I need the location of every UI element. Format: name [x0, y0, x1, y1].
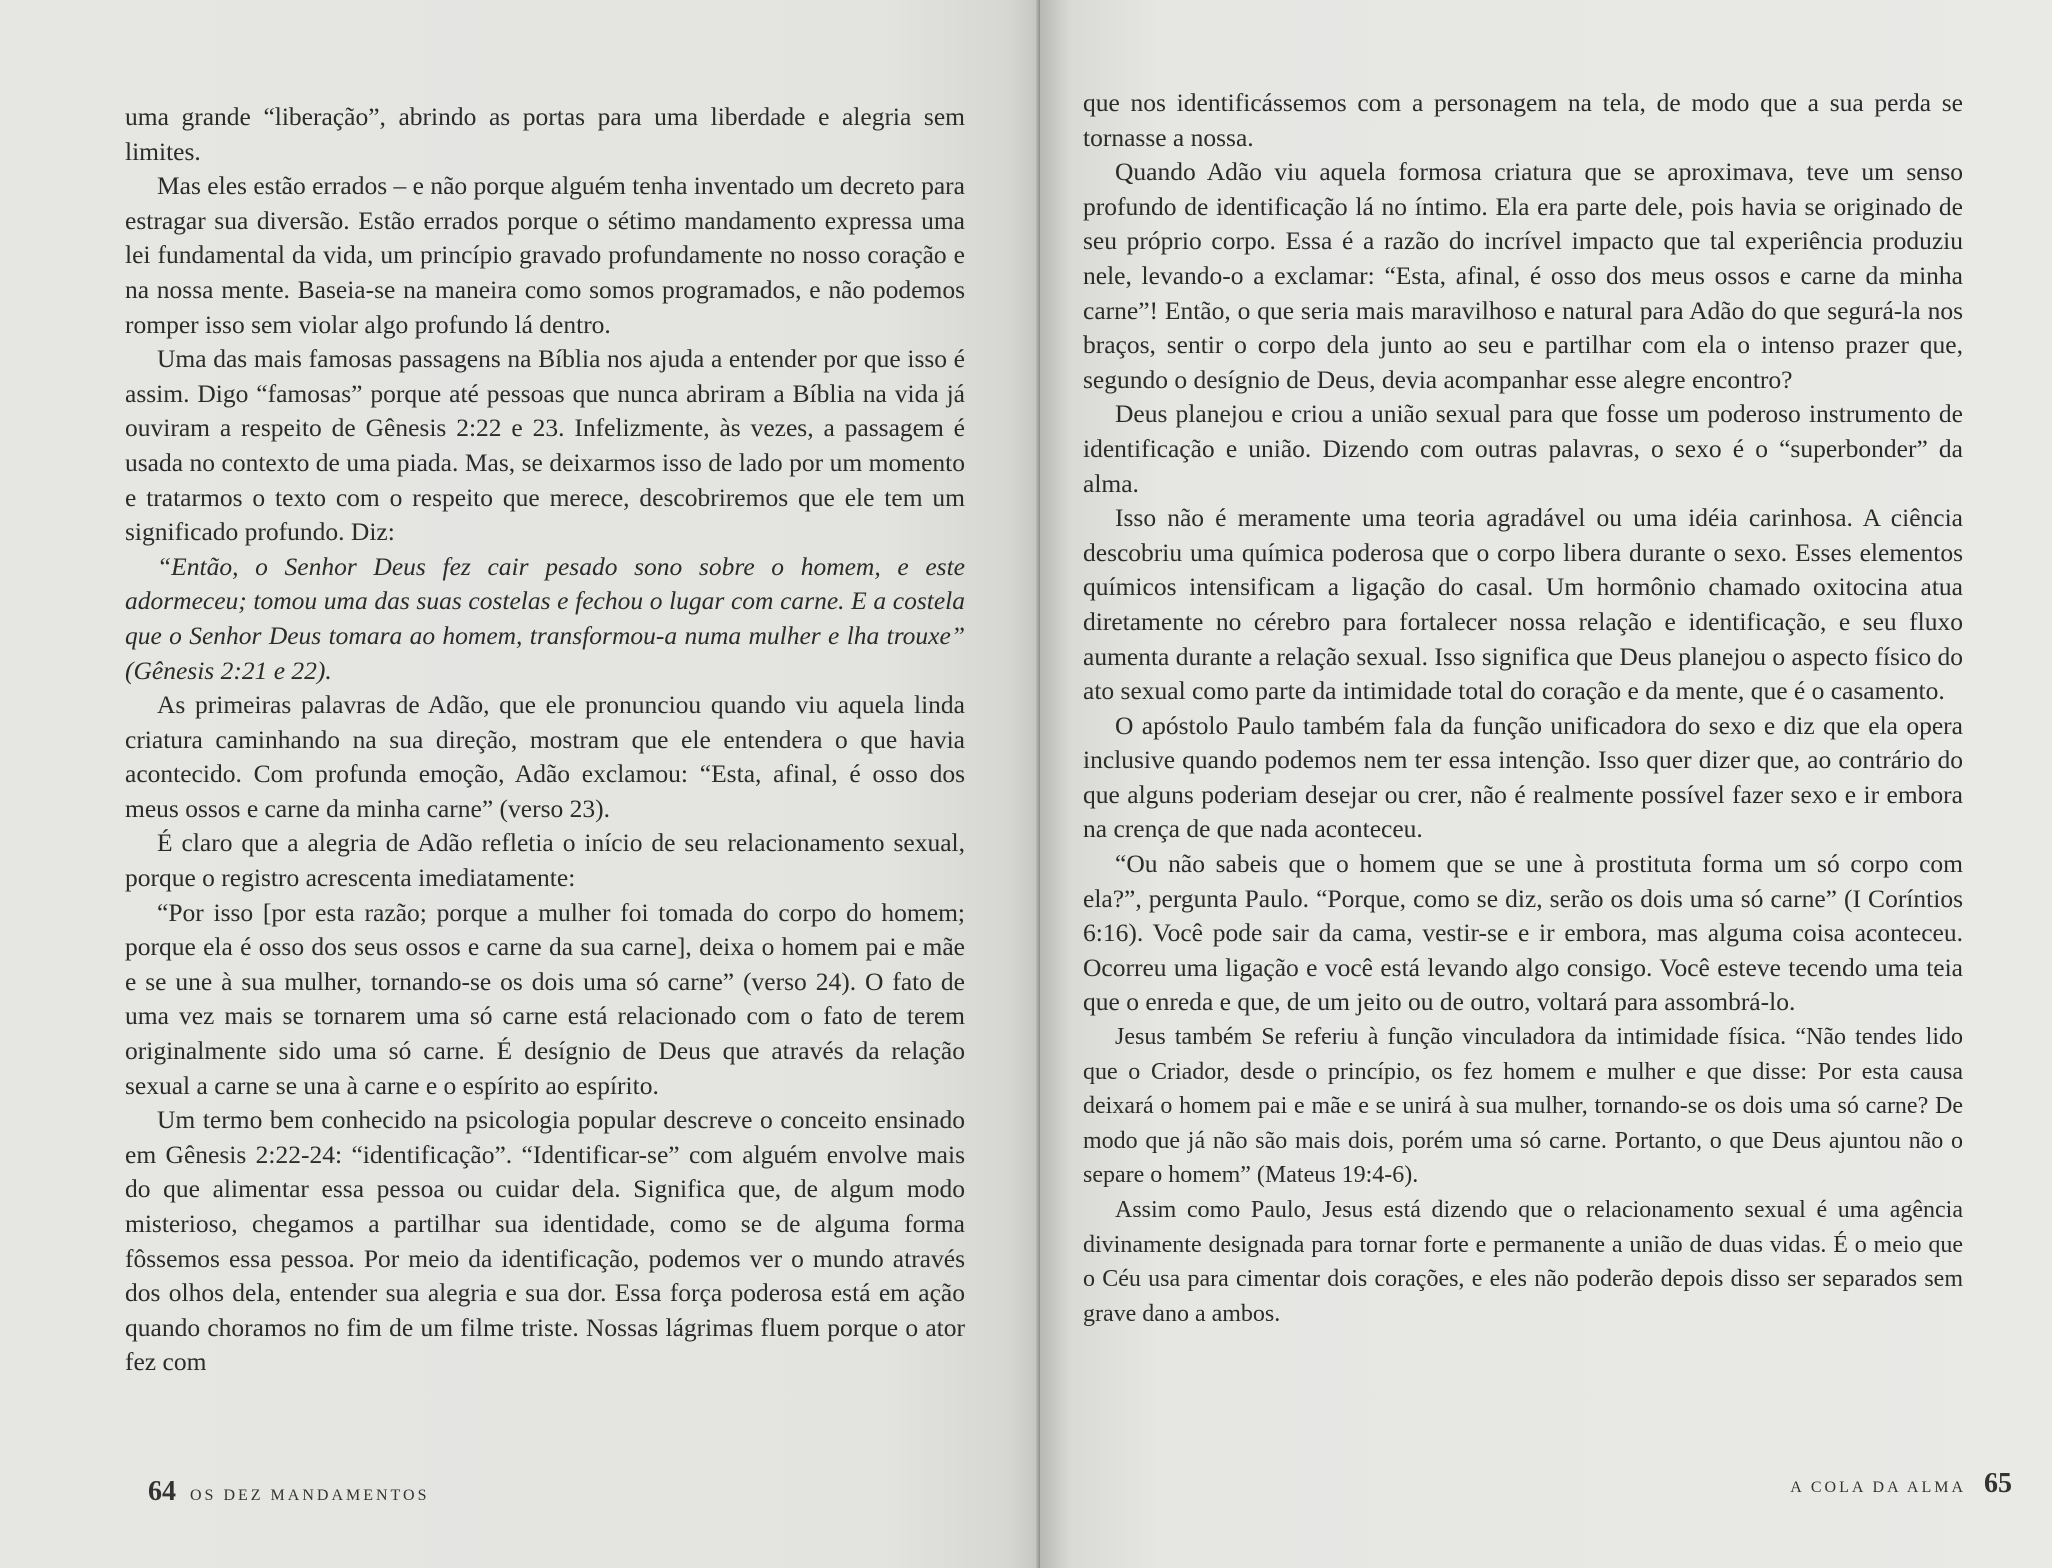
bible-quote: “Então, o Senhor Deus fez cair pesado sono sobre o homem, e este adormeceu; tomou uma das suas costelas e fechou o lugar com carne. E a costela que o Senhor Deus tomara ao homem, transformou-a numa mulher e lha trouxe” (Gênesis 2:21 e 22).: [125, 551, 965, 685]
running-title: A COLA DA ALMA: [1790, 1479, 1966, 1496]
right-page-footer: [1790, 1468, 2012, 1500]
left-page-text: [125, 100, 965, 1380]
paragraph: Jesus também Se referiu à função vinculadora da intimidade física. “Não tendes lido que o Criador, desde o princípio, os fez homem e mulher e que disse: Por esta causa deixará o homem pai e mãe e se unirá à sua mulher, tornando-se os dois uma só carne? De modo que já não são mais dois, porém uma só carne. Portanto, o que Deus ajuntou não o separe o homem” (Mateus 19:4-6).: [1083, 1024, 1963, 1189]
paragraph: Isso não é meramente uma teoria agradável ou uma idéia carinhosa. A ciência descobriu uma química poderosa que o corpo libera durante o sexo. Esses elementos químicos intensificam a ligação do casal. Um hormônio chamado oxitocina atua diretamente no cérebro para fortalecer nossa relação e identificação, e seu fluxo aumenta durante a relação sexual. Isso significa que Deus planejou o aspecto físico do ato sexual como parte da intimidade total do coração e da mente, que é o casamento.: [1083, 503, 1963, 706]
paragraph: Um termo bem conhecido na psicologia popular descreve o conceito ensinado em Gênesis 2:22-24: “identificação”. “Identificar-se” com alguém envolve mais do que alimentar essa pessoa ou cuidar dela. Significa que, de algum modo misterioso, chegamos a partilhar sua identidade, como se de alguma forma fôssemos essa pessoa. Por meio da identificação, podemos ver o mundo através dos olhos dela, entender sua alegria e sua dor. Essa força poderosa está em ação quando choramos no fim de um filme triste. Nossas lágrimas fluem porque o ator fez com: [125, 1105, 965, 1377]
page-number: 64: [148, 1476, 176, 1507]
right-page: [1040, 0, 2052, 1568]
paragraph: Deus planejou e criou a união sexual para que fosse um poderoso instrumento de identificação e união. Dizendo com outras palavras, o sexo é o “superbonder” da alma.: [1083, 399, 1963, 498]
paragraph: “Ou não sabeis que o homem que se une à prostituta forma um só corpo com ela?”, pergunta Paulo. “Porque, como se diz, serão os dois uma só carne” (I Coríntios 6:16). Você pode sair da cama, vestir-se e ir embora, mas alguma coisa aconteceu. Ocorreu uma ligação e você está levando algo consigo. Você esteve tecendo uma teia que o enreda e que, de um jeito ou de outro, voltará para assombrá-lo.: [1083, 849, 1963, 1017]
right-page-text: [1083, 86, 1963, 1331]
paragraph: que nos identificássemos com a personagem na tela, de modo que a sua perda se tornasse a nossa.: [1083, 88, 1963, 152]
paragraph: As primeiras palavras de Adão, que ele pronunciou quando viu aquela linda criatura caminhando na sua direção, mostram que ele entendera o que havia acontecido. Com profunda emoção, Adão exclamou: “Esta, afinal, é osso dos meus ossos e carne da minha carne” (verso 23).: [125, 690, 965, 823]
paragraph: Mas eles estão errados – e não porque alguém tenha inventado um decreto para estragar sua diversão. Estão errados porque o sétimo mandamento expressa uma lei fundamental da vida, um princípio gravado profundamente no nosso coração e na nossa mente. Baseia-se na maneira como somos programados, e não podemos romper isso sem violar algo profundo lá dentro.: [125, 171, 965, 339]
paragraph: Quando Adão viu aquela formosa criatura que se aproximava, teve um senso profundo de identificação lá no íntimo. Ela era parte dele, pois havia se originado de seu próprio corpo. Essa é a razão do incrível impacto que tal experiência produziu nele, levando-o a exclamar: “Esta, afinal, é osso dos meus ossos e carne da minha carne”! Então, o que seria mais maravilhoso e natural para Adão do que segurá-la nos braços, sentir o corpo dela junto ao seu e partilhar com ela o intenso prazer que, segundo o desígnio de Deus, devia acompanhar esse alegre encontro?: [1083, 157, 1963, 394]
paragraph: O apóstolo Paulo também fala da função unificadora do sexo e diz que ela opera inclusive quando podemos nem ter essa intenção. Isso quer dizer que, ao contrário do que alguns poderiam desejar ou crer, não é realmente possível fazer sexo e ir embora na crença de que nada aconteceu.: [1083, 710, 1963, 844]
paragraph: uma grande “liberação”, abrindo as portas para uma liberdade e alegria sem limites.: [125, 102, 965, 166]
page-number: 65: [1984, 1468, 2012, 1499]
paragraph: Assim como Paulo, Jesus está dizendo que o relacionamento sexual é uma agência divinamente designada para tornar forte e permanente a união de duas vidas. É o meio que o Céu usa para cimentar dois corações, e eles não poderão depois disso ser separados sem grave dano a ambos.: [1083, 1197, 1963, 1327]
paragraph: “Por isso [por esta razão; porque a mulher foi tomada do corpo do homem; porque ela é osso dos seus ossos e carne da sua carne], deixa o homem pai e mãe e se une à sua mulher, tornando-se os dois uma só carne” (verso 24). O fato de uma vez mais se tornarem uma só carne está relacionado com o fato de terem originalmente sido uma só carne. É desígnio de Deus que através da relação sexual a carne se una à carne e o espírito ao espírito.: [125, 897, 965, 1100]
left-page-footer: [148, 1476, 430, 1508]
paragraph: É claro que a alegria de Adão refletia o início de seu relacionamento sexual, porque o registro acrescenta imediatamente:: [125, 828, 965, 893]
paragraph: Uma das mais famosas passagens na Bíblia nos ajuda a entender por que isso é assim. Digo “famosas” porque até pessoas que nunca abriram a Bíblia na vida já ouviram a respeito de Gênesis 2:22 e 23. Infelizmente, às vezes, a passagem é usada no contexto de uma piada. Mas, se deixarmos isso de lado por um momento e tratarmos o texto com o respeito que merece, descobriremos que ele tem um significado profundo. Diz:: [125, 344, 965, 547]
running-title: OS DEZ MANDAMENTOS: [190, 1487, 430, 1504]
